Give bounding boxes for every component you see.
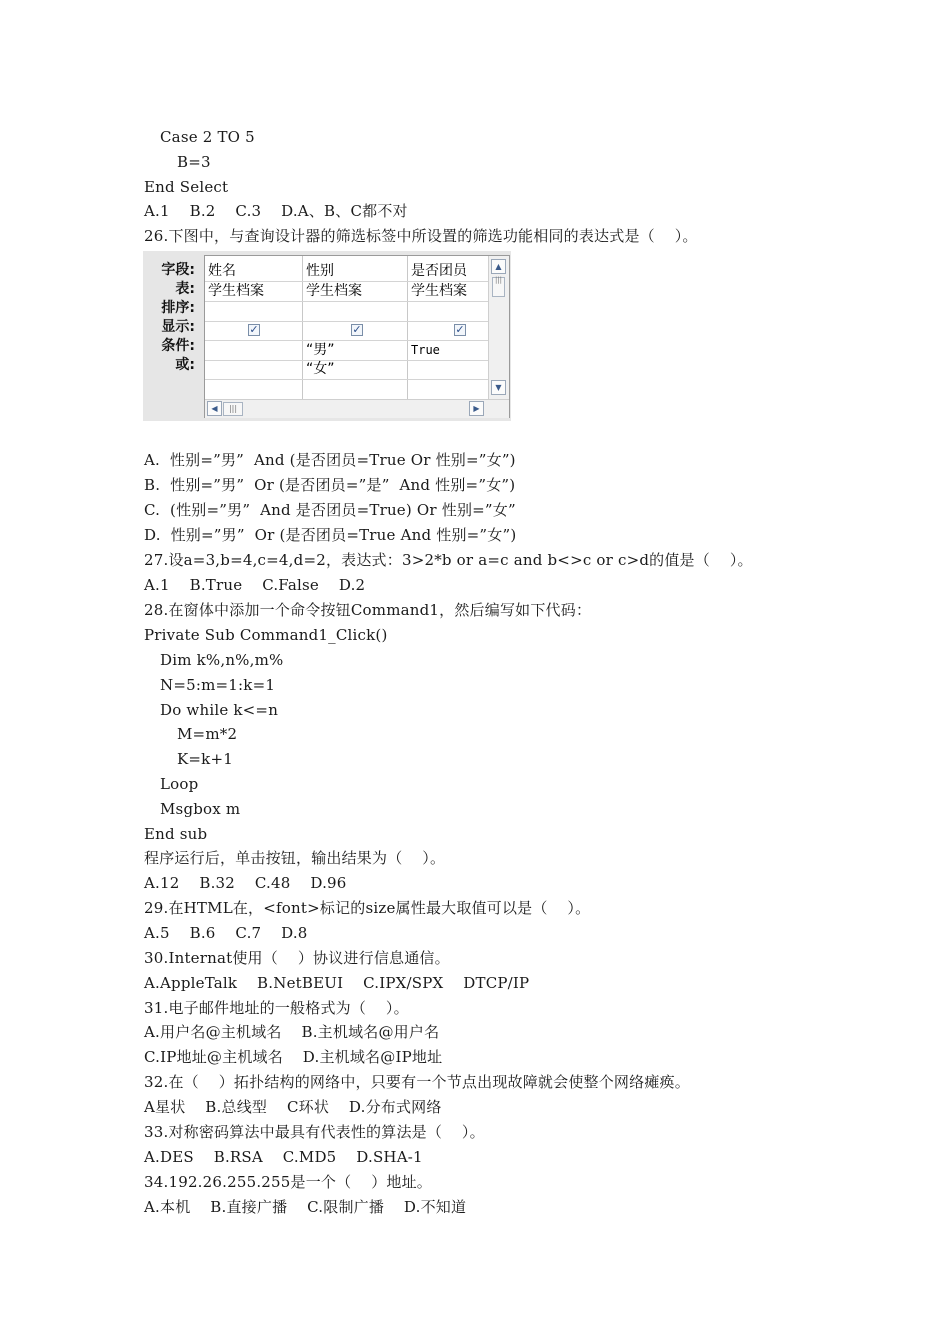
q34-options: A.本机 B.直接广播 C.限制广播 D.不知道 xyxy=(144,1198,467,1216)
cell-field-name[interactable]: 姓名 xyxy=(208,263,236,279)
q28-code-line-3: N=5:m=1:k=1 xyxy=(160,676,276,694)
q26-option-d: D. 性别=”男” Or (是否团员=True And 性别=”女”) xyxy=(144,526,517,544)
q28-code-line-4: Do while k<=n xyxy=(160,701,279,719)
designer-grid xyxy=(204,255,510,418)
grid-row-or xyxy=(205,360,489,380)
row-label-table: 表: xyxy=(175,281,195,297)
cell-table-1[interactable]: 学生档案 xyxy=(208,283,264,299)
q29-question: 29.在HTML在，<font>标记的size属性最大取值可以是（ ）。 xyxy=(144,899,591,917)
q26-question: 26.下图中，与查询设计器的筛选标签中所设置的筛选功能相同的表达式是（ ）。 xyxy=(144,227,698,245)
grid-row-sort xyxy=(205,302,489,322)
cell-criteria-2[interactable]: “男” xyxy=(306,342,335,358)
cell-field-member[interactable]: 是否团员 xyxy=(411,263,467,279)
cell-field-gender[interactable]: 性别 xyxy=(306,263,334,279)
grid-row-field xyxy=(205,262,489,282)
q28-options: A.12 B.32 C.48 D.96 xyxy=(144,874,347,892)
row-label-or: 或: xyxy=(175,357,195,373)
grid-row-show xyxy=(205,321,489,341)
q30-question: 30.Internat使用（ ）协议进行信息通信。 xyxy=(144,949,450,967)
cell-criteria-3[interactable]: True xyxy=(411,343,440,357)
q31-question: 31.电子邮件地址的一般格式为（ ）。 xyxy=(144,999,409,1017)
horizontal-scrollbar[interactable] xyxy=(205,399,509,418)
scroll-thumb-horizontal[interactable]: ||| xyxy=(223,402,243,416)
q28-code-line-7: Loop xyxy=(160,775,199,793)
scroll-thumb-vertical[interactable]: ||| xyxy=(492,277,505,297)
q28-code-line-2: Dim k%,n%,m% xyxy=(160,651,284,669)
grid-row-table xyxy=(205,282,489,302)
q27-question: 27.设a=3,b=4,c=4,d=2，表达式：3>2*b or a=c and b<>c or c>d的值是（ ）。 xyxy=(144,551,753,569)
row-label-show: 显示: xyxy=(161,319,195,335)
q28-code-line-5: M=m*2 xyxy=(177,725,238,743)
q28-code-line-1: Private Sub Command1_Click() xyxy=(144,626,388,644)
query-designer-image xyxy=(143,251,511,421)
scroll-down-icon[interactable]: ▼ xyxy=(491,380,506,395)
cell-or-3[interactable] xyxy=(408,360,489,379)
grid-row-criteria xyxy=(205,341,489,361)
row-labels xyxy=(143,261,197,375)
row-label-criteria: 条件: xyxy=(161,338,195,354)
q28-code-line-6: K=k+1 xyxy=(177,750,233,768)
code-case-line: Case 2 TO 5 xyxy=(160,128,255,146)
scroll-right-icon[interactable]: ▶ xyxy=(469,401,484,416)
cell-criteria-1[interactable] xyxy=(205,341,302,360)
q25-options: A.1 B.2 C.3 D.A、B、C都不对 xyxy=(144,202,408,220)
scroll-up-icon[interactable]: ▲ xyxy=(491,259,506,274)
cell-or-2[interactable]: “女” xyxy=(306,361,335,377)
q28-after-text: 程序运行后，单击按钮，输出结果为（ ）。 xyxy=(144,849,446,867)
q26-option-b: B. 性别=”男” Or (是否团员=”是” And 性别=”女”) xyxy=(144,476,516,494)
q32-options: A星状 B.总线型 C环状 D.分布式网络 xyxy=(144,1098,442,1116)
q32-question: 32.在（ ）拓扑结构的网络中，只要有一个节点出现故障就会使整个网络瘫痪。 xyxy=(144,1073,690,1091)
q26-option-a: A. 性别=”男” And (是否团员=True Or 性别=”女”) xyxy=(144,451,516,469)
scroll-left-icon[interactable]: ◀ xyxy=(207,401,222,416)
show-checkbox-2[interactable]: ✓ xyxy=(352,323,362,336)
q29-options: A.5 B.6 C.7 D.8 xyxy=(144,924,308,942)
cell-or-1[interactable] xyxy=(205,360,302,379)
q28-code-line-9: End sub xyxy=(144,825,208,843)
code-b-line: B=3 xyxy=(177,153,211,171)
q30-options: A.AppleTalk B.NetBEUI C.IPX/SPX DTCP/IP xyxy=(144,974,530,992)
q28-code-line-8: Msgbox m xyxy=(160,800,241,818)
row-label-sort: 排序: xyxy=(161,300,195,316)
q28-question: 28.在窗体中添加一个命令按钮Command1，然后编写如下代码： xyxy=(144,601,592,619)
show-checkbox-3[interactable]: ✓ xyxy=(455,323,465,336)
q33-options: A.DES B.RSA C.MD5 D.SHA-1 xyxy=(144,1148,423,1166)
cell-table-2[interactable]: 学生档案 xyxy=(306,283,362,299)
row-label-field: 字段: xyxy=(161,262,195,278)
show-checkbox-1[interactable]: ✓ xyxy=(249,323,259,336)
cell-table-3[interactable]: 学生档案 xyxy=(411,283,467,299)
q34-question: 34.192.26.255.255是一个（ ）地址。 xyxy=(144,1173,433,1191)
q31-options-1: A.用户名@主机域名 B.主机域名@用户名 xyxy=(144,1023,440,1041)
vertical-scrollbar[interactable] xyxy=(488,256,509,399)
q33-question: 33.对称密码算法中最具有代表性的算法是（ ）。 xyxy=(144,1123,485,1141)
q26-option-c: C. (性别=”男” And 是否团员=True) Or 性别=”女” xyxy=(144,501,516,519)
q27-options: A.1 B.True C.False D.2 xyxy=(144,576,366,594)
code-end-select: End Select xyxy=(144,178,229,196)
q31-options-2: C.IP地址@主机域名 D.主机域名@IP地址 xyxy=(144,1048,443,1066)
